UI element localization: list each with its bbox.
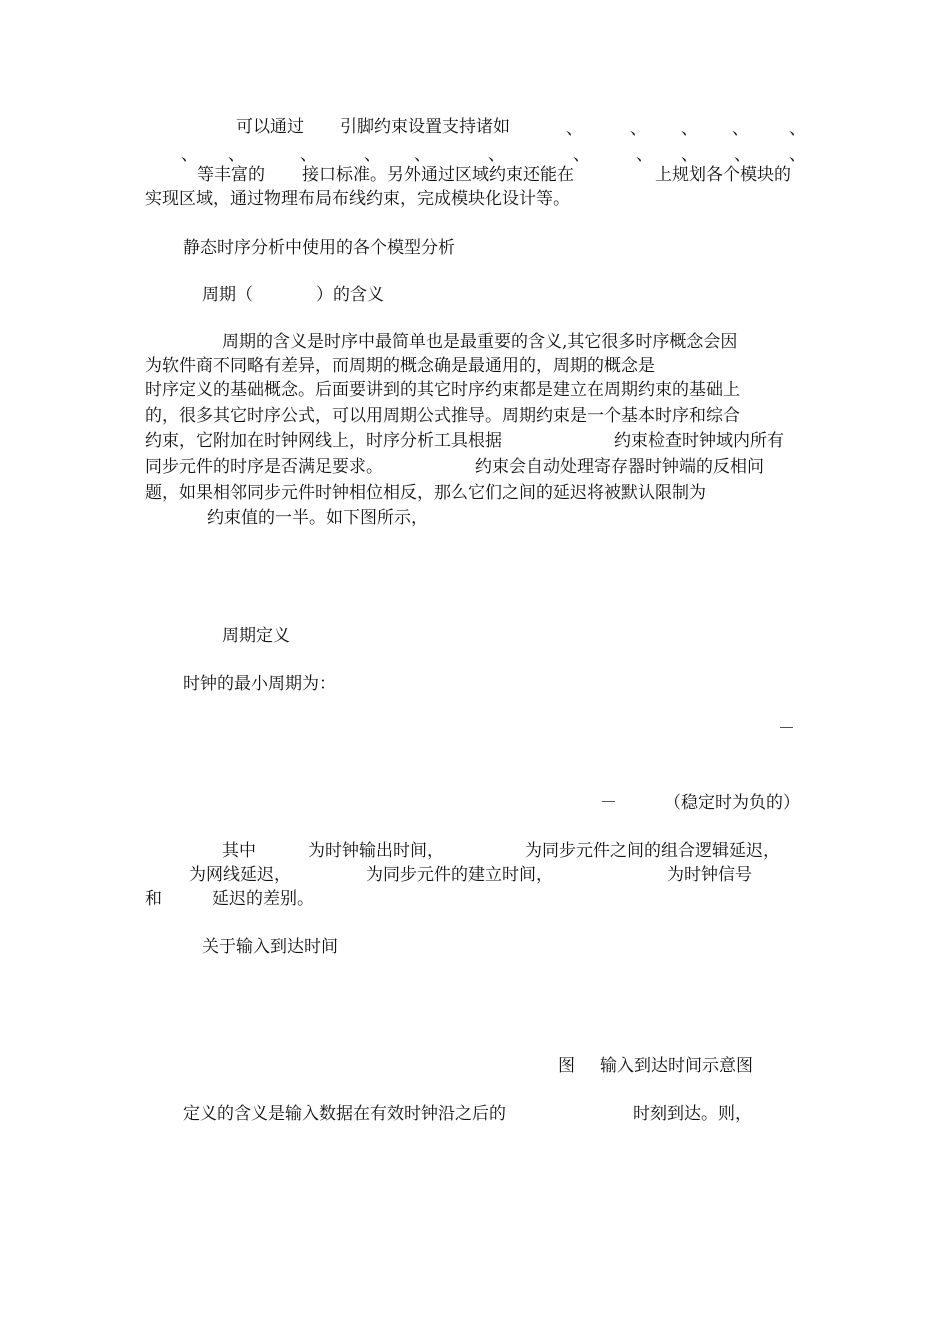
period-paragraph-line: 约束会自动处理寄存器时钟端的反相问 — [475, 457, 764, 477]
separator: 、 — [573, 145, 590, 165]
separator: 、 — [734, 145, 751, 165]
period-paragraph-line: 时序定义的基础概念。后面要讲到的其它时序约束都是建立在周期约束的基础上 — [145, 380, 740, 400]
where-text: 为同步元件的建立时间， — [366, 865, 553, 885]
separator: 、 — [488, 145, 505, 165]
period-paragraph-line: 周期的含义是时序中最简单也是最重要的含义,其它很多时序概念会因 — [222, 332, 738, 352]
formula-minus: － — [778, 719, 795, 739]
separator: 、 — [681, 119, 698, 139]
where-text: 为时钟输出时间， — [308, 841, 444, 861]
separator: 、 — [228, 145, 245, 165]
separator: 、 — [566, 119, 583, 139]
period-paragraph-line: 为软件商不同略有差异，而周期的概念确是最通用的，周期的概念是 — [145, 356, 655, 376]
where-text: 为网线延迟， — [189, 865, 291, 885]
where-text: 延迟的差别。 — [212, 889, 314, 909]
arrival-definition: 时刻到达。则， — [633, 1104, 752, 1124]
figure-caption: 周期定义 — [222, 626, 290, 646]
intro-line4: 实现区域，通过物理布局布线约束，完成模块化设计等。 — [145, 189, 570, 209]
period-heading-part1: 周期（ — [202, 285, 253, 305]
intro-line3-part1: 等丰富的 — [197, 165, 265, 185]
intro-line3-part2: 接口标准。另外通过区域约束还能在 — [302, 165, 574, 185]
period-paragraph-line: 的，很多其它时序公式，可以用周期公式推导。周期约束是一个基本时序和综合 — [145, 406, 740, 426]
intro-line1-part2: 引脚约束设置支持诸如 — [340, 117, 510, 137]
where-text: 为时钟信号 — [667, 865, 752, 885]
formula-minus: － — [600, 793, 617, 813]
period-paragraph-line: 约束值的一半。如下图所示， — [207, 508, 428, 528]
stable-note: （稳定时为负的） — [664, 793, 800, 813]
separator: 、 — [681, 145, 698, 165]
period-paragraph-line: 题，如果相邻同步元件时钟相位相反，那么它们之间的延迟将被默认限制为 — [145, 483, 706, 503]
intro-line3-part3: 上规划各个模块的 — [655, 165, 791, 185]
where-text: 为同步元件之间的组合逻辑延迟， — [525, 841, 780, 861]
separator: 、 — [630, 119, 647, 139]
min-period-label: 时钟的最小周期为： — [183, 674, 336, 694]
period-paragraph-line: 约束，它附加在时钟网线上，时序分析工具根据 — [145, 431, 502, 451]
figure-caption: 输入到达时间示意图 — [600, 1056, 753, 1076]
arrival-heading: 关于输入到达时间 — [202, 937, 338, 957]
separator: 、 — [789, 119, 806, 139]
period-paragraph-line: 同步元件的时序是否满足要求。 — [145, 457, 383, 477]
where-text: 和 — [145, 889, 162, 909]
period-heading-part2: ）的含义 — [316, 285, 384, 305]
separator: 、 — [300, 145, 317, 165]
figure-label: 图 — [558, 1056, 575, 1076]
period-paragraph-line: 约束检查时钟域内所有 — [614, 431, 784, 451]
separator: 、 — [181, 145, 198, 165]
where-text: 其中 — [222, 841, 256, 861]
section-heading: 静态时序分析中使用的各个模型分析 — [183, 238, 455, 258]
separator: 、 — [732, 119, 749, 139]
separator: 、 — [789, 145, 806, 165]
arrival-definition: 定义的含义是输入数据在有效时钟沿之后的 — [183, 1104, 506, 1124]
intro-line1-part1: 可以通过 — [236, 117, 304, 137]
separator: 、 — [414, 145, 431, 165]
separator: 、 — [364, 145, 381, 165]
separator: 、 — [636, 145, 653, 165]
